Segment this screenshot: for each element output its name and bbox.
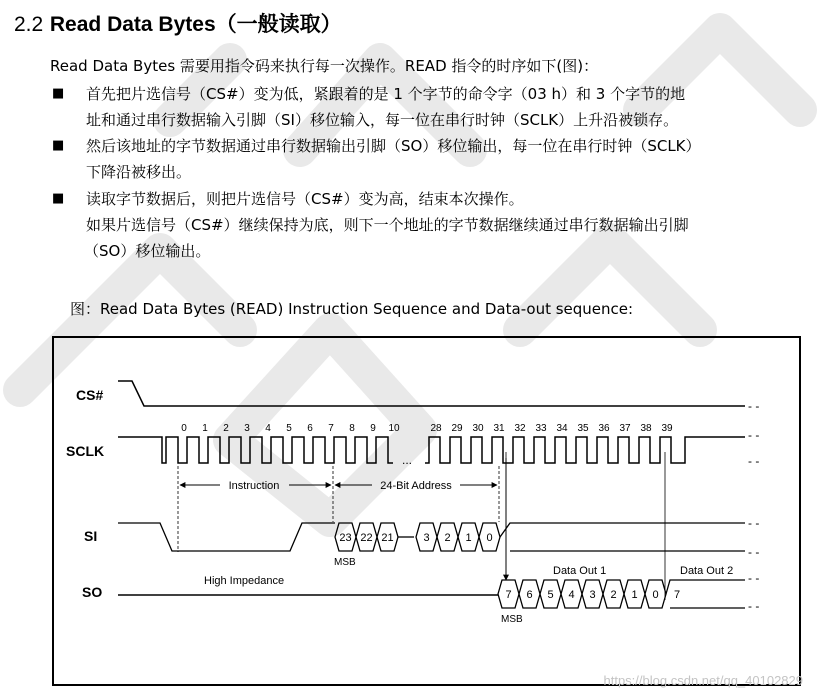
bullet-2-line-1: 然后该地址的字节数据通过串行数据输出引脚（SO）移位输出，每一位在串行时钟（SCLK） (86, 137, 701, 155)
clock-number: 39 (661, 423, 673, 434)
continuation-dots: - - (748, 599, 760, 613)
bullet-1-line-2: 址和通过串行数据输入引脚（SI）移位输入，每一位在串行时钟（SCLK）上升沿被锁存。 (86, 111, 679, 129)
signal-label-cs: CS# (76, 387, 104, 403)
clock-number: 33 (535, 423, 547, 434)
so-bit: 1 (631, 589, 638, 601)
si-bit: 0 (486, 532, 493, 544)
si-line (118, 523, 335, 551)
si-waveform (118, 523, 745, 551)
intro-paragraph: Read Data Bytes 需要用指令码来执行每一次操作。READ 指令的时序如下(图)： (50, 57, 599, 75)
continuation-dots: - - (748, 545, 760, 559)
si-bit: 2 (444, 532, 451, 544)
sclk-break-dots: ... (402, 453, 413, 467)
cs-waveform (118, 381, 745, 406)
diagram-frame (53, 337, 800, 685)
continuation-dots: - - (748, 571, 760, 585)
clock-number: 28 (430, 423, 442, 434)
clock-number: 5 (286, 423, 292, 434)
figure-caption: 图：Read Data Bytes (READ) Instruction Sequence and Data-out sequence: (70, 300, 634, 318)
clock-number: 6 (307, 423, 313, 434)
signal-label-so: SO (82, 584, 103, 600)
si-msb-label: MSB (334, 557, 356, 568)
clock-number: 34 (556, 423, 568, 434)
watermark-url: https://blog.csdn.net/qq_40102829 (603, 673, 803, 688)
clock-number: 35 (577, 423, 589, 434)
so-bit: 4 (568, 589, 575, 601)
clock-number-labels (181, 423, 673, 434)
clock-number: 29 (451, 423, 463, 434)
continuation-dots: - - (748, 454, 760, 468)
continuation-dots: - - (748, 399, 760, 413)
si-bit: 22 (360, 532, 373, 544)
si-bit: 21 (381, 532, 394, 544)
so-bit: 0 (652, 589, 659, 601)
bullet-3-line-2: 如果片选信号（CS#）继续保持为底，则下一个地址的字节数据继续通过串行数据输出引脚 (86, 216, 689, 234)
so-next-bit: 7 (674, 589, 681, 601)
clock-number: 38 (640, 423, 652, 434)
clock-number: 1 (202, 423, 208, 434)
clock-number: 0 (181, 423, 187, 434)
section-title: Read Data Bytes（一般读取） (49, 13, 342, 36)
so-bit: 5 (547, 589, 554, 601)
bullet-3-line-1: 读取字节数据后，则把片选信号（CS#）变为高，结束本次操作。 (86, 190, 524, 208)
signal-label-si: SI (84, 528, 98, 544)
sclk-waveform (118, 437, 745, 463)
clock-number: 9 (370, 423, 376, 434)
high-impedance-label: High Impedance (204, 575, 285, 587)
clock-number: 3 (244, 423, 250, 434)
continuation-dots: - - (748, 428, 760, 442)
clock-number: 36 (598, 423, 610, 434)
so-bit: 6 (526, 589, 533, 601)
clock-number: 7 (328, 423, 334, 434)
bullet-icon: ■ (52, 86, 65, 101)
address-label: 24-Bit Address (380, 480, 452, 492)
continuation-dots: - - (748, 516, 760, 530)
signal-label-sclk: SCLK (66, 443, 105, 459)
bullet-3-line-3: （SO）移位输出。 (84, 242, 211, 260)
clock-number: 31 (493, 423, 505, 434)
si-tail (500, 523, 745, 551)
so-waveform (498, 580, 745, 608)
bullet-icon: ■ (52, 191, 65, 206)
data-out-2-label: Data Out 2 (680, 565, 734, 577)
data-out-1-label: Data Out 1 (553, 565, 607, 577)
si-bit: 1 (465, 532, 472, 544)
so-msb-label: MSB (501, 614, 523, 625)
si-bit: 23 (339, 532, 352, 544)
bullet-icon: ■ (52, 138, 65, 153)
clock-number: 8 (349, 423, 355, 434)
so-bit: 7 (505, 589, 512, 601)
clock-number: 30 (472, 423, 484, 434)
instruction-label: Instruction (228, 480, 280, 492)
bullet-2-line-2: 下降沿被移出。 (86, 163, 192, 181)
clock-number: 10 (388, 423, 400, 434)
clock-number: 37 (619, 423, 631, 434)
so-bit: 3 (589, 589, 596, 601)
clock-number: 2 (223, 423, 229, 434)
clock-number: 32 (514, 423, 526, 434)
si-bit: 3 (423, 532, 430, 544)
so-bit: 2 (610, 589, 617, 601)
bullet-1-line-1: 首先把片选信号（CS#）变为低，紧跟着的是 1 个字节的命令字（03 h）和 3 个字节的地 (86, 85, 686, 103)
section-number: 2.2 (14, 13, 44, 36)
clock-number: 4 (265, 423, 271, 434)
